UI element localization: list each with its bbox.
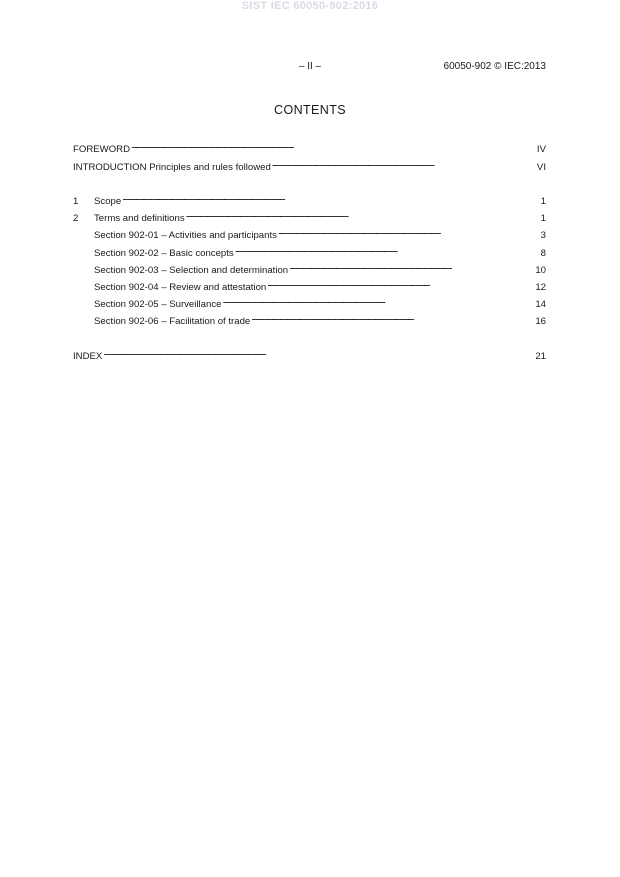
watermark: SIST IEC 60050-902:2016 <box>241 0 379 12</box>
toc-entry-label: Terms and definitions <box>94 213 185 224</box>
toc-entry-section-902-02[interactable] <box>73 243 546 259</box>
toc-entry-page: 14 <box>535 299 546 310</box>
toc-entry-label: INTRODUCTION Principles and rules followed <box>73 162 271 173</box>
toc-dot-leader <box>251 311 534 324</box>
toc-entry-foreword[interactable] <box>73 139 546 155</box>
toc-entry-section-902-06[interactable] <box>73 311 546 327</box>
toc-entry-number: 2 <box>73 213 79 224</box>
contents-title: CONTENTS <box>274 103 346 117</box>
page-number: – II – <box>298 61 322 72</box>
toc-entry-label: Section 902-03 – Selection and determination <box>94 265 289 276</box>
toc-entry-label: FOREWORD <box>73 144 131 155</box>
toc-dot-leader <box>186 208 540 221</box>
toc-entry-label: Section 902-01 – Activities and participants <box>94 230 277 241</box>
toc-entry-section-902-05[interactable] <box>73 294 546 310</box>
toc-dot-leader <box>272 157 536 170</box>
toc-entry-label: Section 902-06 – Facilitation of trade <box>94 316 251 327</box>
toc-entry-page: 12 <box>535 282 546 293</box>
toc-entry-page: IV <box>536 144 546 155</box>
toc-entry-label: Section 902-05 – Surveillance <box>94 299 222 310</box>
toc-dot-leader <box>289 260 534 273</box>
toc-entry-page: 16 <box>535 316 546 327</box>
toc-entry-page: VI <box>536 162 546 173</box>
toc-entry-page: 3 <box>540 230 546 241</box>
toc-entry-scope[interactable] <box>73 191 546 207</box>
toc-entry-label: Section 902-02 – Basic concepts <box>94 248 234 259</box>
toc-entry-page: 8 <box>540 248 546 259</box>
toc-entry-page: 1 <box>540 213 546 224</box>
toc-entry-label: Section 902-04 – Review and attestation <box>94 282 267 293</box>
toc-entry-introduction[interactable] <box>73 157 546 173</box>
toc-entry-index[interactable] <box>73 346 546 362</box>
toc-entry-section-902-03[interactable] <box>73 260 546 276</box>
toc-entry-page: 1 <box>540 196 546 207</box>
toc-entry-page: 21 <box>535 351 546 362</box>
toc-dot-leader <box>103 346 534 359</box>
toc-dot-leader <box>278 225 540 238</box>
toc-entry-page: 10 <box>535 265 546 276</box>
toc-entry-section-902-01[interactable] <box>73 225 546 241</box>
toc-dot-leader <box>267 277 534 290</box>
toc-entry-terms-and-definitions[interactable] <box>73 208 546 224</box>
toc-entry-label: INDEX <box>73 351 103 362</box>
toc-dot-leader <box>131 139 536 152</box>
toc-dot-leader <box>222 294 534 307</box>
toc-entry-section-902-04[interactable] <box>73 277 546 293</box>
document-reference: 60050-902 © IEC:2013 <box>443 61 546 72</box>
toc-entry-number: 1 <box>73 196 79 207</box>
toc-entry-label: Scope <box>94 196 122 207</box>
toc-dot-leader <box>235 243 540 256</box>
toc-dot-leader <box>122 191 539 204</box>
